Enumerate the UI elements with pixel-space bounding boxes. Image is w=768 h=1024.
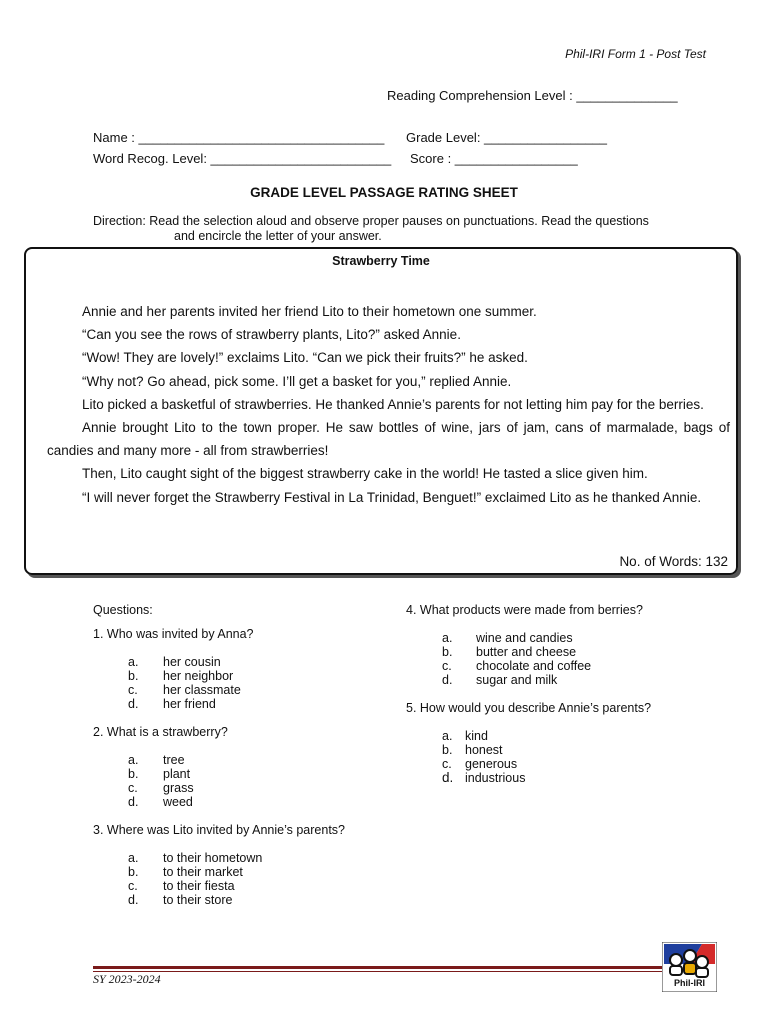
question-text: 4. What products were made from berries? xyxy=(406,603,643,617)
option-text: wine and candies xyxy=(476,631,573,645)
option-letter: b. xyxy=(442,743,453,757)
option-text: plant xyxy=(163,767,191,781)
direction-line-2: and encircle the letter of your answer. xyxy=(174,229,382,243)
option-item[interactable] xyxy=(442,729,651,743)
option-item[interactable] xyxy=(442,673,643,687)
name-field: Name : __________________________________ xyxy=(93,130,385,145)
score-field: Score : _________________ xyxy=(410,151,578,166)
option-item[interactable] xyxy=(128,851,345,865)
logo-text: Phil-IRI xyxy=(674,978,705,988)
word-recog-level-field: Word Recog. Level: _________________________ xyxy=(93,151,392,166)
option-text: weed xyxy=(163,795,193,809)
option-text: to their store xyxy=(163,893,233,907)
option-text: her friend xyxy=(163,697,216,711)
passage-paragraph: Lito picked a basketful of strawberries. He thanked Annie’s parents for not letting him pay for the berries. xyxy=(82,396,704,412)
school-year: SY 2023-2024 xyxy=(93,972,161,986)
option-item[interactable] xyxy=(442,645,643,659)
passage-paragraph: “Can you see the rows of strawberry plants, Lito?” asked Annie. xyxy=(82,327,461,343)
option-item[interactable] xyxy=(128,683,254,697)
grade-level-field: Grade Level: _________________ xyxy=(406,130,607,145)
question-text: 2. What is a strawberry? xyxy=(93,725,228,739)
option-item[interactable] xyxy=(128,879,345,893)
footer-rule-thin xyxy=(93,971,663,972)
option-text: her cousin xyxy=(163,655,221,669)
option-letter: b. xyxy=(128,865,139,879)
option-letter: c. xyxy=(442,659,452,673)
option-letter: d. xyxy=(442,673,453,687)
passage-paragraph: “Why not? Go ahead, pick some. I’ll get a basket for you,” replied Annie. xyxy=(82,373,512,389)
option-text: her classmate xyxy=(163,683,241,697)
question-4 xyxy=(406,603,643,687)
question-text: 3. Where was Lito invited by Annie’s parents? xyxy=(93,823,345,837)
option-letter: c. xyxy=(128,781,138,795)
direction-line-1: Direction: Read the selection aloud and observe proper pauses on punctuations. Read the questions xyxy=(93,214,649,228)
option-text: to their fiesta xyxy=(163,879,235,893)
footer-rule xyxy=(93,966,663,969)
option-letter: d. xyxy=(128,893,139,907)
word-count: No. of Words: 132 xyxy=(619,554,728,569)
option-letter: c. xyxy=(128,879,138,893)
option-letter: d. xyxy=(128,795,139,809)
option-item[interactable] xyxy=(128,753,228,767)
question-2 xyxy=(93,725,228,809)
option-letter: b. xyxy=(442,645,453,659)
option-text: her neighbor xyxy=(163,669,234,683)
option-letter: a. xyxy=(128,655,139,669)
option-item[interactable] xyxy=(128,655,254,669)
option-letter: a. xyxy=(128,851,139,865)
option-list xyxy=(93,851,345,907)
option-text: generous xyxy=(465,757,518,771)
question-5 xyxy=(406,701,651,785)
option-text: grass xyxy=(163,781,194,795)
option-text: to their market xyxy=(163,865,243,879)
option-item[interactable] xyxy=(442,757,651,771)
direction-text xyxy=(93,214,693,244)
question-text: 5. How would you describe Annie’s parents? xyxy=(406,701,652,715)
option-letter: a. xyxy=(442,631,453,645)
option-text: tree xyxy=(163,753,185,767)
option-letter: d. xyxy=(128,697,139,711)
option-item[interactable] xyxy=(128,893,345,907)
option-letter: c. xyxy=(128,683,138,697)
option-letter: b. xyxy=(128,767,139,781)
option-list xyxy=(406,729,651,785)
option-text: kind xyxy=(465,729,488,743)
passage-paragraph: “Wow! They are lovely!” exclaims Lito. “Can we pick their fruits?” he asked. xyxy=(82,350,528,366)
option-text: to their hometown xyxy=(163,851,263,865)
option-item[interactable] xyxy=(128,767,228,781)
option-text: honest xyxy=(465,743,503,757)
passage-box xyxy=(24,247,738,575)
option-list xyxy=(406,631,643,687)
option-letter: b. xyxy=(128,669,139,683)
question-1 xyxy=(93,627,254,711)
form-id: Phil-IRI Form 1 - Post Test xyxy=(565,47,706,61)
reading-comprehension-level-field: Reading Comprehension Level : ______________ xyxy=(387,88,678,103)
option-text: industrious xyxy=(465,771,526,785)
passage-title: Strawberry Time xyxy=(332,254,430,268)
option-item[interactable] xyxy=(128,697,254,711)
option-item[interactable] xyxy=(442,771,651,785)
phil-iri-logo xyxy=(662,942,717,992)
option-letter: d. xyxy=(442,770,454,785)
option-letter: c. xyxy=(442,757,452,771)
option-letter: a. xyxy=(442,729,453,743)
option-item[interactable] xyxy=(128,781,228,795)
passage-paragraph: Then, Lito caught sight of the biggest strawberry cake in the world! He tasted a slice given him. xyxy=(82,466,648,482)
option-text: chocolate and coffee xyxy=(476,659,592,673)
question-text: 1. Who was invited by Anna? xyxy=(93,627,254,641)
passage-paragraph: “I will never forget the Strawberry Festival in La Trinidad, Benguet!” exclaimed Lito as he thanked Annie. xyxy=(82,489,702,505)
question-3 xyxy=(93,823,345,907)
option-item[interactable] xyxy=(442,659,643,673)
option-item[interactable] xyxy=(442,743,651,757)
option-list xyxy=(93,655,254,711)
option-list xyxy=(93,753,228,809)
option-letter: a. xyxy=(128,753,139,767)
option-text: sugar and milk xyxy=(476,673,558,687)
option-item[interactable] xyxy=(128,865,345,879)
questions-heading: Questions: xyxy=(93,603,153,617)
passage-paragraph: Annie brought Lito to the town proper. He saw bottles of wine, jars of jam, cans of marmalade, bags of candies and many more - all from strawberries! xyxy=(47,420,730,459)
option-text: butter and cheese xyxy=(476,645,577,659)
option-item[interactable] xyxy=(128,795,228,809)
passage-text xyxy=(47,300,730,509)
option-item[interactable] xyxy=(442,631,643,645)
page-title: GRADE LEVEL PASSAGE RATING SHEET xyxy=(250,185,518,200)
option-item[interactable] xyxy=(128,669,254,683)
passage-paragraph: Annie and her parents invited her friend Lito to their hometown one summer. xyxy=(82,304,537,319)
